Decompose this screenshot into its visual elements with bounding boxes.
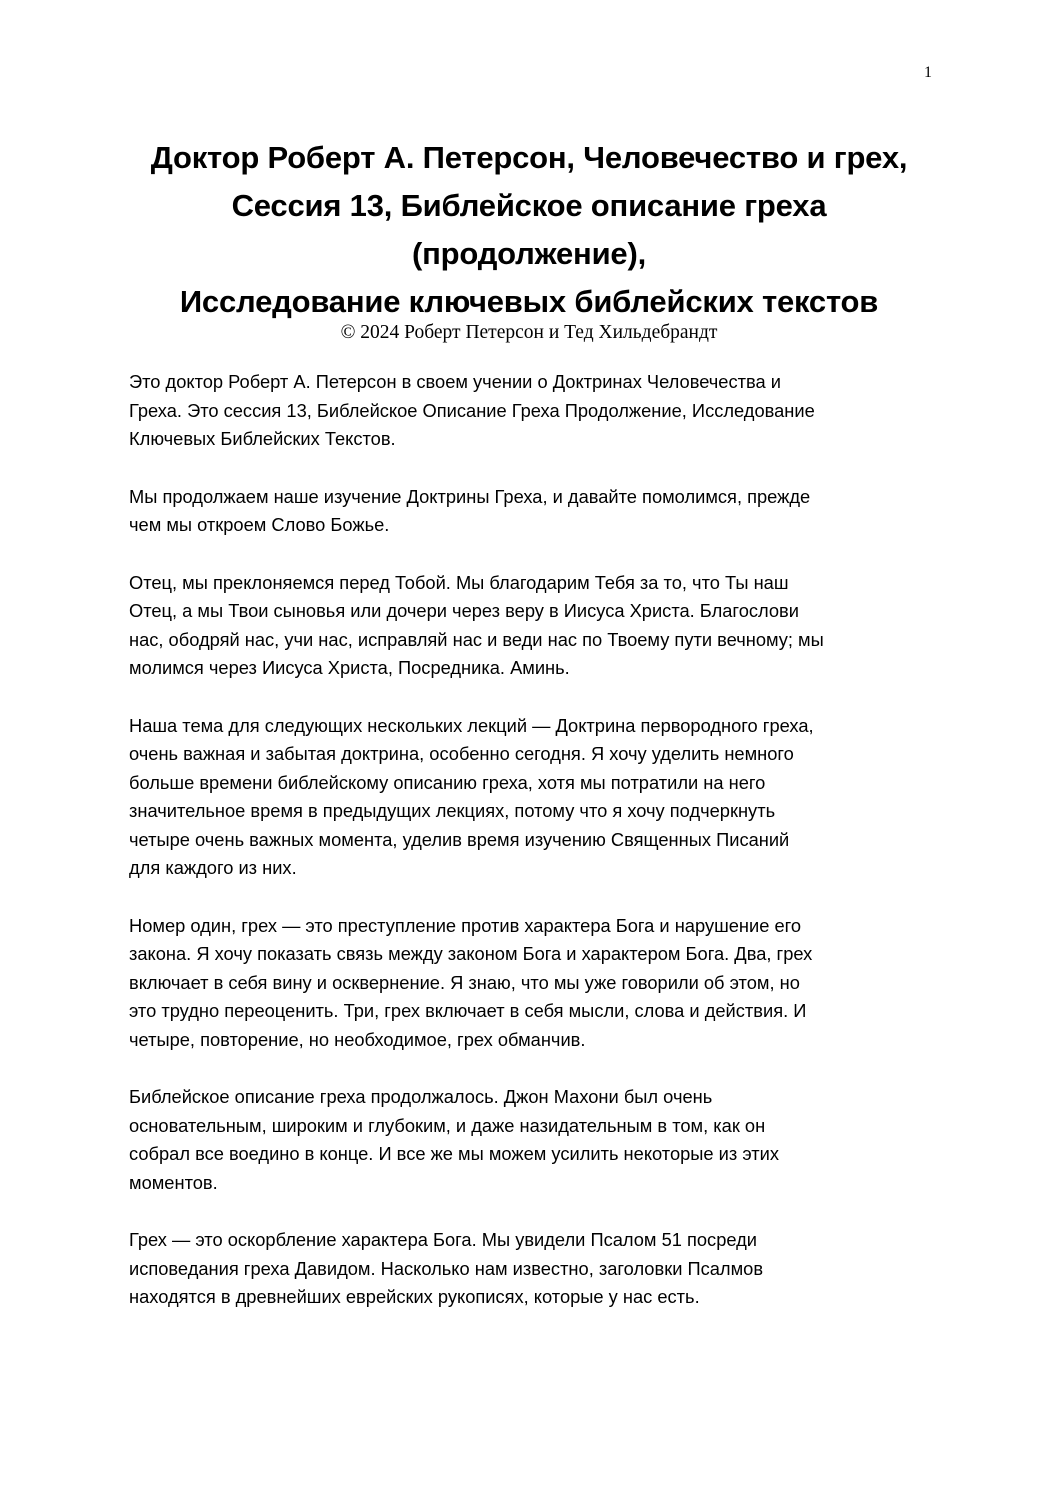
paragraph-line: находятся в древнейших еврейских рукописях, которые у нас есть. bbox=[129, 1286, 700, 1307]
paragraph-line: нас, ободряй нас, учи нас, исправляй нас и веди нас по Твоему пути вечному; мы bbox=[129, 628, 824, 650]
paragraph-line: чем мы откроем Слово Божье. bbox=[129, 514, 390, 535]
copyright-notice: © 2024 Роберт Петерсон и Тед Хильдебрандт bbox=[340, 322, 718, 343]
paragraph-line: для каждого из них. bbox=[129, 857, 297, 878]
paragraph-topic bbox=[129, 712, 939, 883]
paragraph-line: Ключевых Библейских Текстов. bbox=[129, 428, 396, 449]
paragraph-line: включает в себя вину и осквернение. Я знаю, что мы уже говорили об этом, но bbox=[129, 971, 800, 993]
paragraph-line: Грех — это оскорбление характера Бога. Мы увидели Псалом 51 посреди bbox=[129, 1229, 758, 1250]
paragraph-line: основательным, широким и глубоким, и даже назидательным в том, как он bbox=[129, 1114, 766, 1136]
paragraph-line: Мы продолжаем наше изучение Доктрины Греха, и давайте помолимся, прежде bbox=[129, 485, 811, 507]
paragraph-intro bbox=[129, 368, 939, 454]
paragraph-line: закона. Я хочу показать связь между законом Бога и характером Бога. Два, грех bbox=[129, 943, 813, 964]
paragraph-line: очень важная и забытая доктрина, особенно сегодня. Я хочу уделить немного bbox=[129, 743, 794, 764]
paragraph-prayer-intro bbox=[129, 483, 939, 540]
paragraph-line: четыре очень важных момента, уделив время изучению Священных Писаний bbox=[129, 828, 790, 850]
paragraph-line: Отец, а мы Твои сыновья или дочери через веру в Иисуса Христа. Благослови bbox=[129, 600, 799, 621]
paragraph-line: больше времени библейскому описанию греха, хотя мы потратили на него bbox=[129, 771, 766, 793]
paragraph-prayer bbox=[129, 569, 939, 683]
paragraph-line: моментов. bbox=[129, 1171, 218, 1193]
paragraph-four-points bbox=[129, 912, 939, 1055]
document-title-line-4: Исследование ключевых библейских текстов bbox=[179, 284, 879, 319]
paragraph-line: Греха. Это сессия 13, Библейское Описание Греха Продолжение, Исследование bbox=[129, 399, 815, 421]
paragraph-line: собрал все воедино в конце. И все же мы можем усилить некоторые из этих bbox=[129, 1143, 780, 1164]
paragraph-mahoney bbox=[129, 1083, 939, 1197]
paragraph-line: значительное время в предыдущих лекциях, потому что я хочу подчеркнуть bbox=[129, 800, 776, 821]
document-title-block bbox=[100, 134, 958, 344]
paragraph-line: четыре, повторение, но необходимое, грех обманчив. bbox=[129, 1028, 586, 1050]
paragraph-line: Библейское описание греха продолжалось. Джон Махони был очень bbox=[129, 1086, 713, 1107]
page-number: 1 bbox=[924, 64, 932, 81]
paragraph-line: это трудно переоценить. Три, грех включает в себя мысли, слова и действия. И bbox=[129, 1000, 807, 1021]
document-body bbox=[129, 368, 939, 1341]
paragraph-line: Это доктор Роберт А. Петерсон в своем учении о Доктринах Человечества и bbox=[129, 371, 781, 392]
paragraph-psalm-51 bbox=[129, 1226, 939, 1312]
paragraph-line: Наша тема для следующих нескольких лекций — Доктрина первородного греха, bbox=[129, 714, 814, 736]
paragraph-line: Отец, мы преклоняемся перед Тобой. Мы благодарим Тебя за то, что Ты наш bbox=[129, 571, 789, 593]
document-title-line-3: (продолжение), bbox=[411, 236, 646, 271]
paragraph-line: молимся через Иисуса Христа, Посредника. Аминь. bbox=[129, 657, 570, 678]
paragraph-line: Номер один, грех — это преступление против характера Бога и нарушение его bbox=[129, 914, 802, 936]
document-title-line-1: Доктор Роберт А. Петерсон, Человечество и грех, bbox=[150, 140, 908, 175]
paragraph-line: исповедания греха Давидом. Насколько нам известно, заголовки Псалмов bbox=[129, 1257, 764, 1279]
document-title-line-2: Сессия 13, Библейское описание греха bbox=[231, 188, 827, 223]
